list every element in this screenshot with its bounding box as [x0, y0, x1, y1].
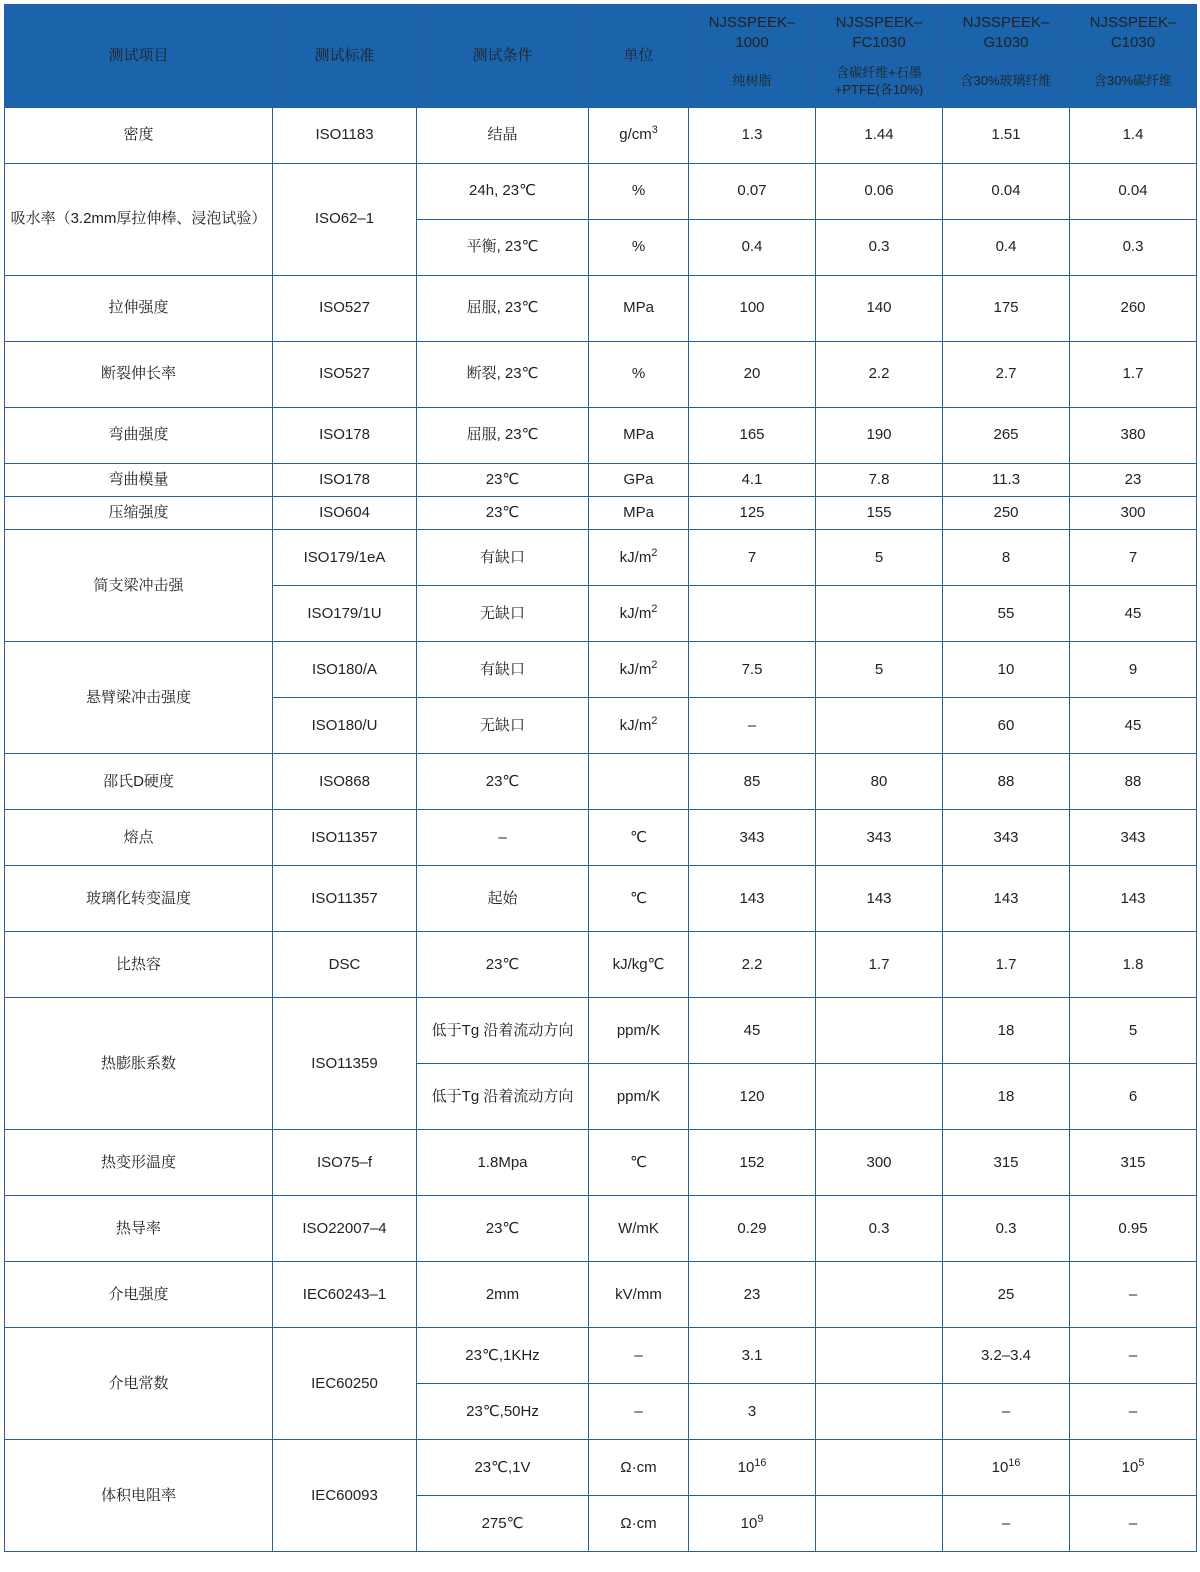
row-condition: 24h, 23℃	[417, 163, 589, 219]
row-value-2: 143	[816, 866, 943, 932]
row-value-4: 315	[1070, 1130, 1197, 1196]
row-value-4: 6	[1070, 1064, 1197, 1130]
row-condition: –	[417, 810, 589, 866]
row-value-1: –	[689, 698, 816, 754]
table-row	[5, 275, 1197, 341]
row-value-1: 143	[689, 866, 816, 932]
row-value-4: 23	[1070, 463, 1197, 496]
row-value-3: 25	[943, 1262, 1070, 1328]
row-unit: Ω·cm	[589, 1440, 689, 1496]
row-standard: ISO604	[273, 497, 417, 530]
row-value-3: 18	[943, 998, 1070, 1064]
row-item: 简支梁冲击强	[5, 530, 273, 642]
unit-sup: 2	[651, 546, 658, 559]
row-value-1	[689, 586, 816, 642]
row-value-1: 3	[689, 1384, 816, 1440]
header-grade-2-desc: 含碳纤维+石墨+PTFE(各10%)	[816, 59, 943, 108]
row-unit: ppm/K	[589, 998, 689, 1064]
row-value-4: –	[1070, 1328, 1197, 1384]
row-value-1	[689, 1496, 816, 1552]
row-value-4: 45	[1070, 586, 1197, 642]
row-value-3: 1.51	[943, 107, 1070, 163]
value-exponent: 5	[1138, 1456, 1145, 1469]
material-properties-table	[4, 4, 1197, 1552]
row-unit: %	[589, 341, 689, 407]
row-value-4: 0.95	[1070, 1196, 1197, 1262]
value-exponent: 16	[1008, 1456, 1021, 1469]
row-value-1: 0.29	[689, 1196, 816, 1262]
row-unit: GPa	[589, 463, 689, 496]
row-value-4: 343	[1070, 810, 1197, 866]
row-unit: MPa	[589, 275, 689, 341]
row-condition: 结晶	[417, 107, 589, 163]
row-value-4: 1.8	[1070, 932, 1197, 998]
row-value-2	[816, 586, 943, 642]
row-value-3: 0.3	[943, 1196, 1070, 1262]
row-value-3: 18	[943, 1064, 1070, 1130]
table-header	[5, 5, 1197, 108]
row-value-4: –	[1070, 1262, 1197, 1328]
row-condition: 屈服, 23℃	[417, 407, 589, 463]
row-value-2: 1.44	[816, 107, 943, 163]
table-row	[5, 107, 1197, 163]
row-value-3: 1.7	[943, 932, 1070, 998]
value-exponent: 9	[757, 1512, 764, 1525]
row-unit: –	[589, 1328, 689, 1384]
row-value-1: 120	[689, 1064, 816, 1130]
unit-text: kJ/m	[619, 548, 652, 566]
row-condition: 1.8Mpa	[417, 1130, 589, 1196]
row-item: 弯曲模量	[5, 463, 273, 496]
row-value-1: 100	[689, 275, 816, 341]
value-mantissa: 10	[740, 1514, 758, 1532]
row-condition: 断裂, 23℃	[417, 341, 589, 407]
row-unit	[589, 586, 689, 642]
table-row	[5, 1130, 1197, 1196]
row-value-4: 7	[1070, 530, 1197, 586]
row-value-4: 5	[1070, 998, 1197, 1064]
row-unit: %	[589, 219, 689, 275]
row-value-4: 260	[1070, 275, 1197, 341]
row-standard: ISO75–f	[273, 1130, 417, 1196]
row-condition: 无缺口	[417, 586, 589, 642]
row-condition: 23℃,1KHz	[417, 1328, 589, 1384]
row-value-2: 0.3	[816, 219, 943, 275]
row-value-2: 7.8	[816, 463, 943, 496]
row-value-3: 11.3	[943, 463, 1070, 496]
row-value-1: 125	[689, 497, 816, 530]
value-mantissa: 10	[1121, 1458, 1139, 1476]
row-item: 热膨胀系数	[5, 998, 273, 1130]
row-item: 邵氏D硬度	[5, 754, 273, 810]
row-value-1: 1.3	[689, 107, 816, 163]
row-value-2: 2.2	[816, 341, 943, 407]
row-value-3: 2.7	[943, 341, 1070, 407]
row-value-4: –	[1070, 1496, 1197, 1552]
row-condition: 低于Tg 沿着流动方向	[417, 1064, 589, 1130]
row-value-2	[816, 1328, 943, 1384]
table-row	[5, 163, 1197, 219]
header-row-top	[5, 5, 1197, 59]
row-value-4: 45	[1070, 698, 1197, 754]
row-item: 热导率	[5, 1196, 273, 1262]
row-value-1	[689, 1440, 816, 1496]
row-value-1: 0.4	[689, 219, 816, 275]
row-value-3: 143	[943, 866, 1070, 932]
row-value-3: 315	[943, 1130, 1070, 1196]
table-row	[5, 866, 1197, 932]
row-item: 弯曲强度	[5, 407, 273, 463]
row-value-3: 55	[943, 586, 1070, 642]
row-value-3: –	[943, 1496, 1070, 1552]
row-value-1: 7	[689, 530, 816, 586]
row-standard: ISO180/A	[273, 642, 417, 698]
row-value-3: 60	[943, 698, 1070, 754]
row-condition: 无缺口	[417, 698, 589, 754]
unit-sup: 2	[651, 602, 658, 615]
row-value-2	[816, 1440, 943, 1496]
row-condition: 低于Tg 沿着流动方向	[417, 998, 589, 1064]
row-condition: 平衡, 23℃	[417, 219, 589, 275]
row-unit: ℃	[589, 1130, 689, 1196]
header-grade-1-name: NJSSPEEK–1000	[689, 5, 816, 59]
header-grade-2-name: NJSSPEEK–FC1030	[816, 5, 943, 59]
row-value-3: 0.4	[943, 219, 1070, 275]
table-row	[5, 754, 1197, 810]
row-condition: 23℃	[417, 497, 589, 530]
row-standard: ISO868	[273, 754, 417, 810]
header-standard: 测试标准	[273, 5, 417, 108]
row-value-4: 1.7	[1070, 341, 1197, 407]
unit-text: g/cm	[619, 126, 652, 144]
row-item: 拉伸强度	[5, 275, 273, 341]
row-item: 体积电阻率	[5, 1440, 273, 1552]
value-exponent: 16	[754, 1456, 767, 1469]
row-standard: ISO527	[273, 275, 417, 341]
row-unit: W/mK	[589, 1196, 689, 1262]
row-standard: IEC60250	[273, 1328, 417, 1440]
row-value-1: 0.07	[689, 163, 816, 219]
row-value-2: 140	[816, 275, 943, 341]
row-value-4: 0.3	[1070, 219, 1197, 275]
table-body	[5, 107, 1197, 1552]
row-value-3: 175	[943, 275, 1070, 341]
header-unit: 单位	[589, 5, 689, 108]
row-condition: 23℃	[417, 1196, 589, 1262]
row-standard: IEC60243–1	[273, 1262, 417, 1328]
unit-text: kJ/m	[619, 716, 652, 734]
row-value-4: 1.4	[1070, 107, 1197, 163]
row-condition: 有缺口	[417, 530, 589, 586]
table-row	[5, 810, 1197, 866]
row-value-4: 143	[1070, 866, 1197, 932]
row-unit: ppm/K	[589, 1064, 689, 1130]
header-grade-3-name: NJSSPEEK–G1030	[943, 5, 1070, 59]
row-value-4: –	[1070, 1384, 1197, 1440]
row-value-2	[816, 698, 943, 754]
row-standard: ISO11357	[273, 866, 417, 932]
row-condition: 有缺口	[417, 642, 589, 698]
row-condition: 屈服, 23℃	[417, 275, 589, 341]
row-item: 密度	[5, 107, 273, 163]
row-condition: 275℃	[417, 1496, 589, 1552]
row-standard: ISO179/1U	[273, 586, 417, 642]
row-unit: –	[589, 1384, 689, 1440]
table-row	[5, 1262, 1197, 1328]
table-row	[5, 497, 1197, 530]
row-value-3: 343	[943, 810, 1070, 866]
row-unit: kV/mm	[589, 1262, 689, 1328]
row-item: 热变形温度	[5, 1130, 273, 1196]
header-item: 测试项目	[5, 5, 273, 108]
table-row	[5, 1440, 1197, 1496]
row-value-2	[816, 1384, 943, 1440]
table-row	[5, 341, 1197, 407]
row-standard: ISO11359	[273, 998, 417, 1130]
row-value-1: 343	[689, 810, 816, 866]
row-value-4: 300	[1070, 497, 1197, 530]
table-row	[5, 932, 1197, 998]
row-unit: Ω·cm	[589, 1496, 689, 1552]
row-unit	[589, 754, 689, 810]
row-standard: ISO178	[273, 463, 417, 496]
table-row	[5, 1328, 1197, 1384]
row-unit: MPa	[589, 497, 689, 530]
row-standard: ISO22007–4	[273, 1196, 417, 1262]
table-row	[5, 530, 1197, 586]
row-item: 熔点	[5, 810, 273, 866]
unit-text: kJ/m	[619, 604, 652, 622]
row-standard: DSC	[273, 932, 417, 998]
row-value-2	[816, 1496, 943, 1552]
row-condition: 23℃,50Hz	[417, 1384, 589, 1440]
row-item: 介电强度	[5, 1262, 273, 1328]
row-unit: kJ/kg℃	[589, 932, 689, 998]
row-item: 悬臂梁冲击强度	[5, 642, 273, 754]
unit-sup: 2	[651, 714, 658, 727]
table-row	[5, 998, 1197, 1064]
row-value-1: 165	[689, 407, 816, 463]
table-row	[5, 1196, 1197, 1262]
row-value-3: 3.2–3.4	[943, 1328, 1070, 1384]
header-grade-3-desc: 含30%玻璃纤维	[943, 59, 1070, 108]
table-row	[5, 642, 1197, 698]
row-standard: ISO11357	[273, 810, 417, 866]
row-item: 压缩强度	[5, 497, 273, 530]
row-value-1: 3.1	[689, 1328, 816, 1384]
row-value-4: 380	[1070, 407, 1197, 463]
row-item: 比热容	[5, 932, 273, 998]
row-standard: ISO180/U	[273, 698, 417, 754]
unit-sup: 3	[651, 124, 658, 137]
row-value-1: 20	[689, 341, 816, 407]
row-unit: ℃	[589, 866, 689, 932]
table-row	[5, 407, 1197, 463]
row-standard: ISO1183	[273, 107, 417, 163]
row-item: 玻璃化转变温度	[5, 866, 273, 932]
row-item: 断裂伸长率	[5, 341, 273, 407]
row-unit	[589, 642, 689, 698]
row-value-4: 0.04	[1070, 163, 1197, 219]
header-grade-4-desc: 含30%碳纤维	[1070, 59, 1197, 108]
row-unit: MPa	[589, 407, 689, 463]
row-condition: 2mm	[417, 1262, 589, 1328]
row-item: 吸水率（3.2mm厚拉伸棒、浸泡试验）	[5, 163, 273, 275]
row-value-4: 88	[1070, 754, 1197, 810]
row-standard: ISO178	[273, 407, 417, 463]
row-unit	[589, 107, 689, 163]
row-value-2: 190	[816, 407, 943, 463]
row-value-2: 300	[816, 1130, 943, 1196]
row-value-4: 9	[1070, 642, 1197, 698]
row-item: 介电常数	[5, 1328, 273, 1440]
row-standard: ISO527	[273, 341, 417, 407]
row-unit: %	[589, 163, 689, 219]
row-value-1: 2.2	[689, 932, 816, 998]
row-value-1: 7.5	[689, 642, 816, 698]
row-value-3: 88	[943, 754, 1070, 810]
row-value-3: 250	[943, 497, 1070, 530]
row-standard: ISO62–1	[273, 163, 417, 275]
row-value-2: 0.3	[816, 1196, 943, 1262]
row-value-2: 1.7	[816, 932, 943, 998]
unit-text: kJ/m	[619, 660, 652, 678]
row-condition: 起始	[417, 866, 589, 932]
row-value-3: 8	[943, 530, 1070, 586]
row-value-2	[816, 998, 943, 1064]
row-unit: ℃	[589, 810, 689, 866]
row-value-1: 152	[689, 1130, 816, 1196]
row-value-2: 155	[816, 497, 943, 530]
row-value-3: –	[943, 1384, 1070, 1440]
row-value-2	[816, 1064, 943, 1130]
row-condition: 23℃	[417, 754, 589, 810]
row-unit	[589, 530, 689, 586]
row-value-1: 45	[689, 998, 816, 1064]
row-value-2: 80	[816, 754, 943, 810]
header-condition: 测试条件	[417, 5, 589, 108]
row-value-2	[816, 1262, 943, 1328]
row-value-1: 85	[689, 754, 816, 810]
row-standard: IEC60093	[273, 1440, 417, 1552]
row-condition: 23℃	[417, 932, 589, 998]
table-row	[5, 463, 1197, 496]
row-value-1: 4.1	[689, 463, 816, 496]
header-grade-4-name: NJSSPEEK–C1030	[1070, 5, 1197, 59]
unit-sup: 2	[651, 658, 658, 671]
row-value-1: 23	[689, 1262, 816, 1328]
header-grade-1-desc: 纯树脂	[689, 59, 816, 108]
row-standard: ISO179/1eA	[273, 530, 417, 586]
value-mantissa: 10	[991, 1458, 1009, 1476]
row-value-2: 5	[816, 642, 943, 698]
row-condition: 23℃,1V	[417, 1440, 589, 1496]
row-unit	[589, 698, 689, 754]
row-condition: 23℃	[417, 463, 589, 496]
row-value-4	[1070, 1440, 1197, 1496]
row-value-3	[943, 1440, 1070, 1496]
row-value-2: 5	[816, 530, 943, 586]
row-value-2: 343	[816, 810, 943, 866]
row-value-2: 0.06	[816, 163, 943, 219]
row-value-3: 0.04	[943, 163, 1070, 219]
row-value-3: 10	[943, 642, 1070, 698]
row-value-3: 265	[943, 407, 1070, 463]
value-mantissa: 10	[737, 1458, 755, 1476]
